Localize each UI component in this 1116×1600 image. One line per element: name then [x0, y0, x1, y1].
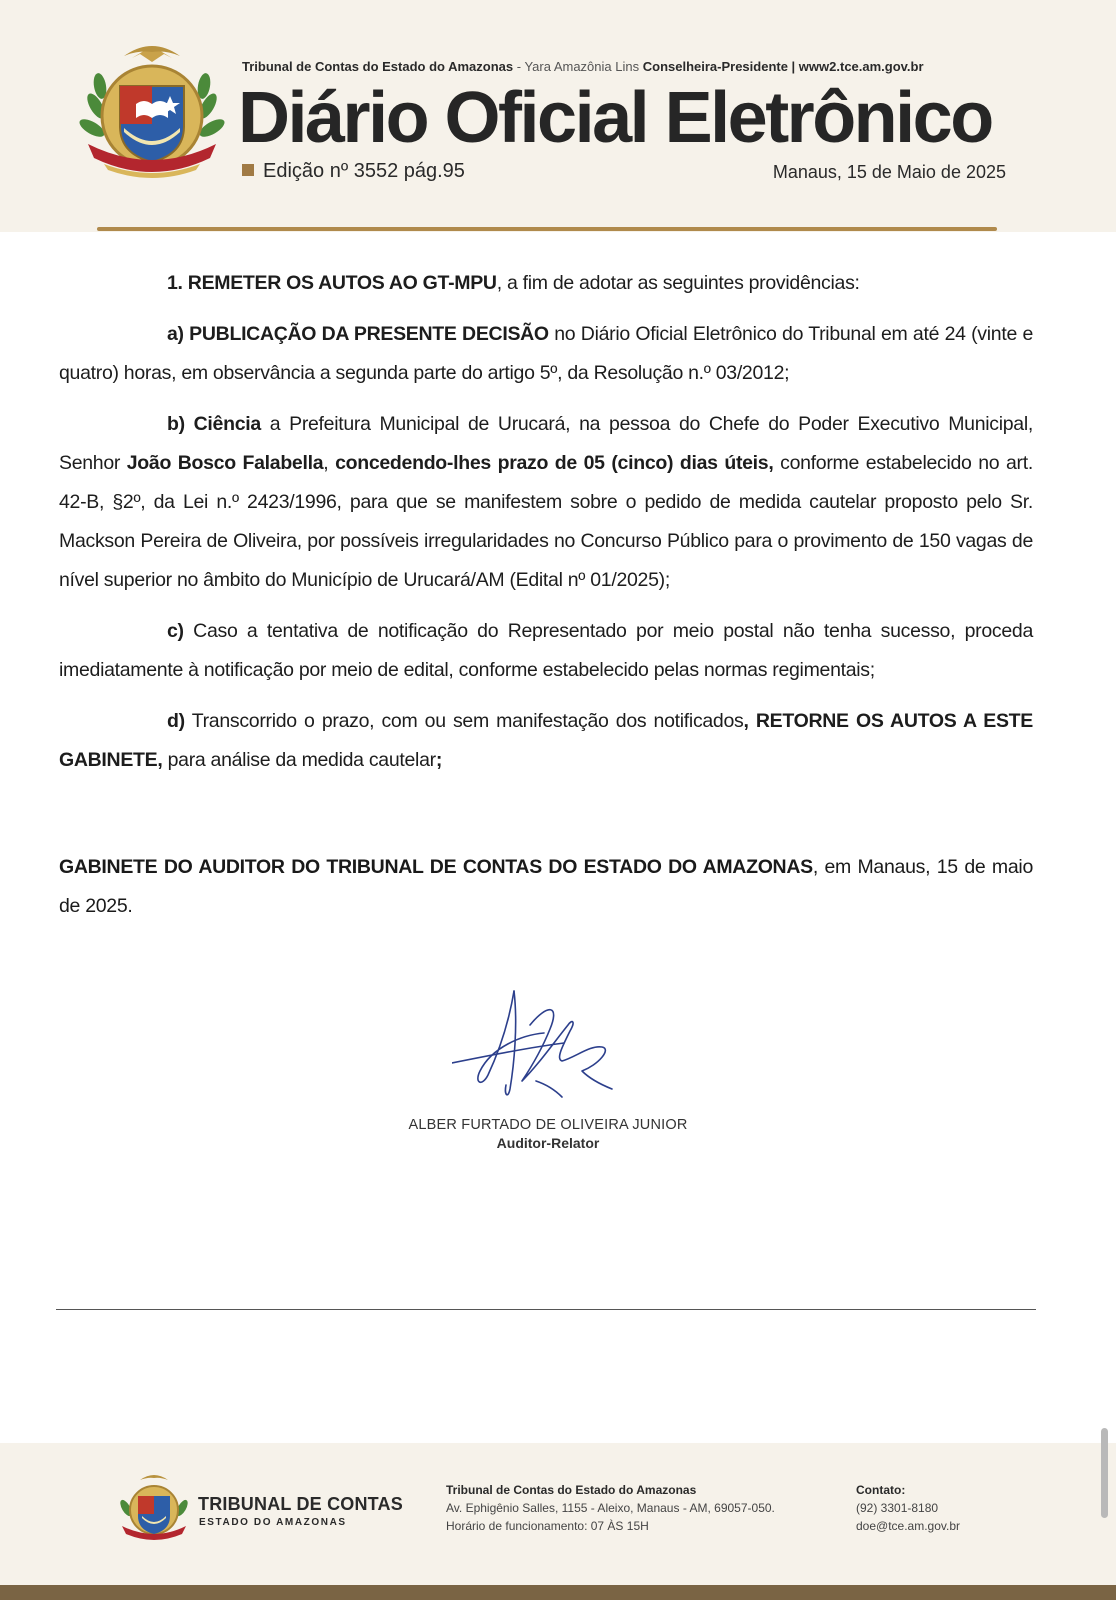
scrollbar-thumb[interactable] [1101, 1428, 1108, 1518]
pd-text-2: para análise da medida cautelar [162, 749, 436, 771]
pb-bold-name: João Bosco Falabella [126, 452, 324, 474]
paragraph-a [59, 315, 1033, 393]
closing-paragraph [59, 848, 1033, 926]
pa-bold: a) PUBLICAÇÃO DA PRESENTE DECISÃO [167, 323, 549, 345]
footer-divider [56, 1309, 1036, 1310]
closing-text: , em Manaus, 15 de maio de 2025. [59, 856, 1033, 917]
closing-bold: GABINETE DO AUDITOR DO TRIBUNAL DE CONTAS DO ESTADO DO AMAZONAS [59, 856, 813, 878]
edition-label: Edição nº 3552 pág.95 [263, 160, 465, 182]
pd-bold: d) [167, 710, 185, 732]
pb-bold: b) Ciência [167, 413, 261, 435]
edition-info [242, 160, 465, 183]
signer-name: ALBER FURTADO DE OLIVEIRA JUNIOR [408, 1117, 688, 1133]
tce-am-coat-of-arms-icon [74, 36, 230, 186]
footer-address-title: Tribunal de Contas do Estado do Amazonas [446, 1483, 697, 1497]
header-date: Manaus, 15 de Maio de 2025 [772, 162, 1006, 182]
document-body [59, 264, 1033, 792]
footer-brand-subtitle: ESTADO DO AMAZONAS [199, 1517, 347, 1528]
footer-address [446, 1481, 775, 1535]
paragraph-d [59, 702, 1033, 780]
pb-text-2: , [323, 452, 336, 474]
footer-contact [856, 1481, 960, 1535]
pb-text-3: conforme estabelecido no art. 42-B, §2º, da Lei n.º 2423/1996, para que se manifestem sobre o pedido de medida cautelar proposto pelo Sr. Mackson Pereira de Oliveira, por possíveis irregularidades no Concurso Público para o provimento de 150 vagas de nível superior no âmbito do Município de Urucará/AM (Edital nº 01/2025); [59, 452, 1033, 591]
masthead-title: Diário Oficial Eletrônico [238, 78, 992, 158]
pd-bold-retorne: , RETORNE OS AUTOS A ESTE GABINETE, [59, 710, 1033, 771]
paragraph-c [59, 612, 1033, 690]
pb-text-1: a Prefeitura Municipal de Urucará, na pessoa do Chefe do Poder Executivo Municipal, Senhor [59, 413, 1033, 474]
pc-bold: c) [167, 620, 184, 642]
tce-am-footer-logo-icon [116, 1470, 192, 1546]
header-top-line [242, 59, 1022, 74]
header-separator: - [513, 59, 525, 74]
footer-email: doe@tce.am.gov.br [856, 1519, 961, 1533]
footer-bottom-bar [0, 1585, 1116, 1600]
pc-text: Caso a tentativa de notificação do Representado por meio postal não tenha sucesso, proceda imediatamente à notificação por meio de edital, conforme estabelecido pelas normas regimentais; [59, 620, 1033, 681]
signer-role: Auditor-Relator [496, 1135, 600, 1151]
footer-brand-title: TRIBUNAL DE CONTAS [198, 1494, 403, 1514]
p1-bold: 1. REMETER OS AUTOS AO GT-MPU [167, 272, 497, 294]
footer-address-line: Av. Ephigênio Salles, 1155 - Aleixo, Manaus - AM, 69057-050. [446, 1501, 775, 1515]
institution-name: Tribunal de Contas do Estado do Amazonas [242, 59, 514, 74]
footer-contact-title: Contato: [856, 1483, 906, 1497]
pa-text: no Diário Oficial Eletrônico do Tribunal em até 24 (vinte e quatro) horas, em observância a segunda parte do artigo 5º, da Resolução n.º 03/2012; [59, 323, 1033, 384]
pd-text-1: Transcorrido o prazo, com ou sem manifestação dos notificados [184, 710, 744, 732]
edition-square-icon [242, 164, 254, 176]
paragraph-b [59, 405, 1033, 600]
header-divider [97, 227, 997, 231]
p1-text: , a fim de adotar as seguintes providências: [496, 272, 860, 294]
president-role: Conselheira-Presidente | www2.tce.am.gov.br [642, 59, 924, 74]
footer-hours: Horário de funcionamento: 07 ÀS 15H [446, 1519, 649, 1533]
president-name: Yara Amazônia Lins [524, 59, 640, 74]
pd-bold-end: ; [435, 749, 443, 771]
footer-phone: (92) 3301-8180 [856, 1501, 939, 1515]
handwritten-signature [452, 985, 632, 1115]
pb-bold-prazo: concedendo-lhes prazo de 05 (cinco) dias úteis, [335, 452, 774, 474]
paragraph-1 [59, 264, 1033, 303]
